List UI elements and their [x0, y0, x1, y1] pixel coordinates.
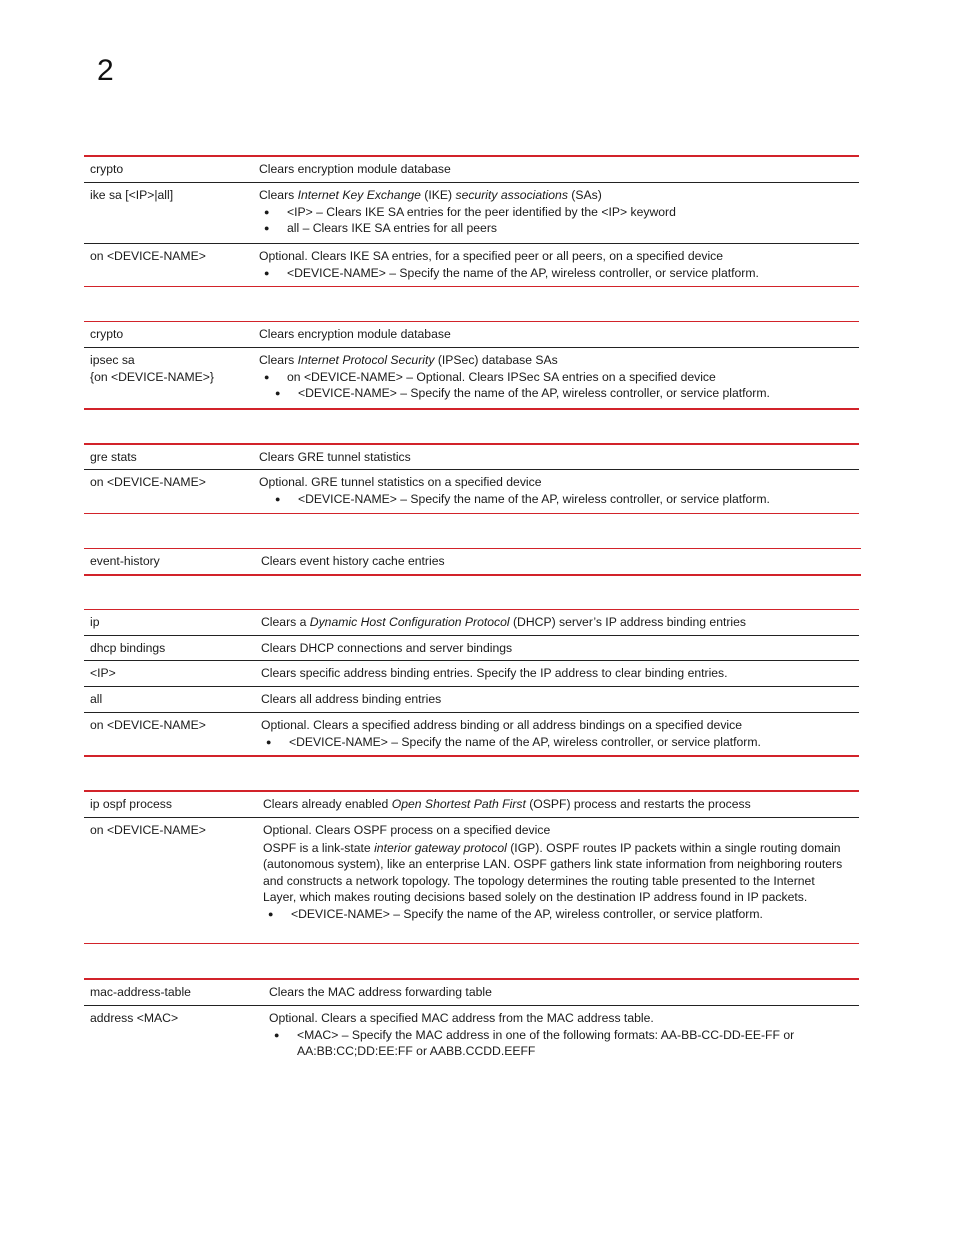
table-row	[84, 347, 859, 408]
desc-cell: Clears GRE tunnel statistics	[259, 450, 411, 464]
desc-cell: Optional. Clears a specified address binding or all address bindings on a specified device ● <DEVICE-NAME> – Specify the name of the AP, wireless controller, or service platform.	[261, 717, 859, 750]
desc-cell: Clears event history cache entries	[261, 554, 445, 568]
param-cell: address <MAC>	[90, 1011, 179, 1025]
table-row	[84, 548, 861, 574]
table-end-rule	[84, 513, 859, 514]
table-end-rule	[84, 286, 859, 287]
bullet-list	[259, 369, 851, 386]
list-item: ● <DEVICE-NAME> – Specify the name of the AP, wireless controller, or service platform.	[261, 734, 851, 751]
table-end-rule	[84, 574, 861, 576]
param-cell: all	[90, 692, 103, 706]
list-item: ● all – Clears IKE SA entries for all peers	[259, 220, 851, 237]
table-row	[84, 321, 859, 347]
table-row	[84, 1005, 859, 1067]
table-row	[84, 609, 859, 635]
desc-cell: Clears a Dynamic Host Configuration Protocol (DHCP) server’s IP address binding entries	[261, 615, 747, 629]
desc-cell: Optional. Clears a specified MAC address from the MAC address table. ● <MAC> – Specify the MAC address in one of the following formats: AA-BB-CC-DD-EE-FF or AA:BB:CC;DD:EE:FF or AABB.CCDD.EEFF	[269, 1010, 859, 1062]
param-cell: crypto	[90, 162, 124, 176]
table-end-rule	[84, 755, 859, 757]
desc-cell: Optional. Clears OSPF process on a specified device OSPF is a link-state interior gateway protocol (IGP). OSPF routes IP packets within a single routing domain (autonomous system), like an enterprise LAN. OSPF gathers link state information from neighboring routers and constructs a network topology. The topology determines the routing table presented to the Internet Layer, which makes routing decisions based solely on the destination IP address found in IP packets. ● <DEVICE-NAME> – Specify the name of the AP, wireless controller, or service platform.	[263, 822, 859, 938]
table-row	[84, 790, 859, 817]
table-end-rule	[84, 408, 859, 410]
sub-bullet-list	[259, 491, 851, 508]
param-cell: gre stats	[90, 450, 137, 464]
table-row	[84, 243, 859, 286]
ospf-description: OSPF is a link-state interior gateway protocol (IGP). OSPF routes IP packets within a single routing domain (autonomous system), like an enterprise LAN. OSPF gathers link state information from neighboring routers and constructs a network topology. The topology determines the routing table presented to the Internet Layer, which makes routing decisions based solely on the destination IP address found in IP packets.	[263, 840, 843, 904]
param-cell: event-history	[90, 554, 160, 568]
table-row	[84, 712, 859, 755]
desc-cell: Optional. Clears IKE SA entries, for a specified peer or all peers, on a specified device ● <DEVICE-NAME> – Specify the name of the AP, wireless controller, or service platform.	[259, 248, 859, 281]
param-cell: ike sa [<IP>|all]	[90, 188, 174, 202]
desc-cell: Clears the MAC address forwarding table	[269, 985, 492, 999]
table-row	[84, 978, 859, 1005]
bullet-list	[259, 265, 851, 282]
bullet-list	[269, 1027, 851, 1060]
desc-cell: Clears Internet Key Exchange (IKE) security associations (SAs) ● <IP> – Clears IKE SA entries for the peer identified by the <IP> keyword ● all – Clears IKE SA entries for all peers	[259, 187, 859, 238]
bullet-list	[261, 734, 851, 751]
bullet-list	[263, 906, 851, 923]
list-item: ● <DEVICE-NAME> – Specify the name of the AP, wireless controller, or service platform.	[259, 385, 851, 402]
desc-cell: Clears already enabled Open Shortest Path First (OSPF) process and restarts the process	[263, 797, 751, 811]
table-clear-crypto-ipsec	[84, 321, 859, 410]
desc-cell: Clears Internet Protocol Security (IPSec) database SAs ● on <DEVICE-NAME> – Optional. Clears IPSec SA entries on a specified device ● <DEVICE-NAME> – Specify the name of the AP, wireless controller, or service platform.	[259, 352, 859, 403]
list-item: ● <DEVICE-NAME> – Specify the name of the AP, wireless controller, or service platform.	[263, 906, 851, 923]
desc-cell: Clears encryption module database	[259, 327, 451, 341]
param-cell: on <DEVICE-NAME>	[90, 249, 206, 263]
desc-cell: Clears specific address binding entries. Specify the IP address to clear binding entries.	[261, 666, 728, 680]
param-cell: on <DEVICE-NAME>	[90, 718, 206, 732]
table-clear-ip-ospf	[84, 790, 859, 944]
table-clear-crypto-ike	[84, 155, 859, 287]
param-cell: mac-address-table	[90, 985, 191, 999]
param-cell: ip ospf process	[90, 797, 172, 811]
desc-cell: Clears encryption module database	[259, 162, 451, 176]
desc-cell: Optional. GRE tunnel statistics on a specified device ● <DEVICE-NAME> – Specify the name of the AP, wireless controller, or service platform.	[259, 474, 859, 508]
table-row	[84, 443, 859, 469]
list-item: ● on <DEVICE-NAME> – Optional. Clears IPSec SA entries on a specified device	[259, 369, 851, 386]
param-cell: on <DEVICE-NAME>	[90, 475, 206, 489]
table-clear-gre	[84, 443, 859, 514]
table-row	[84, 182, 859, 243]
bullet-list	[259, 204, 851, 237]
desc-cell: Clears all address binding entries	[261, 692, 442, 706]
sub-bullet-list	[259, 385, 851, 402]
param-cell: <IP>	[90, 666, 116, 680]
table-clear-ip-dhcp	[84, 609, 859, 757]
table-row	[84, 660, 859, 686]
table-row	[84, 155, 859, 182]
param-cell: on <DEVICE-NAME>	[90, 823, 206, 837]
table-end-rule	[84, 943, 859, 944]
table-row	[84, 635, 859, 660]
table-row	[84, 686, 859, 712]
list-item: ● <DEVICE-NAME> – Specify the name of the AP, wireless controller, or service platform.	[259, 491, 851, 508]
param-cell: ip	[90, 615, 100, 629]
table-clear-mac-address-table	[84, 978, 859, 1067]
chapter-number: 2	[97, 54, 114, 87]
desc-cell: Clears DHCP connections and server bindings	[261, 641, 513, 655]
param-cell: dhcp bindings	[90, 641, 166, 655]
list-item: ● <MAC> – Specify the MAC address in one of the following formats: AA-BB-CC-DD-EE-FF or AA:BB:CC;DD:EE:FF or AABB.CCDD.EEFF	[269, 1027, 851, 1060]
table-row	[84, 469, 859, 513]
param-cell: crypto	[90, 327, 124, 341]
table-clear-event-history	[84, 548, 861, 576]
param-cell: ipsec sa {on <DEVICE-NAME>}	[90, 353, 214, 384]
list-item: ● <DEVICE-NAME> – Specify the name of the AP, wireless controller, or service platform.	[259, 265, 851, 282]
table-row	[84, 817, 859, 943]
list-item: ● <IP> – Clears IKE SA entries for the peer identified by the <IP> keyword	[259, 204, 851, 221]
